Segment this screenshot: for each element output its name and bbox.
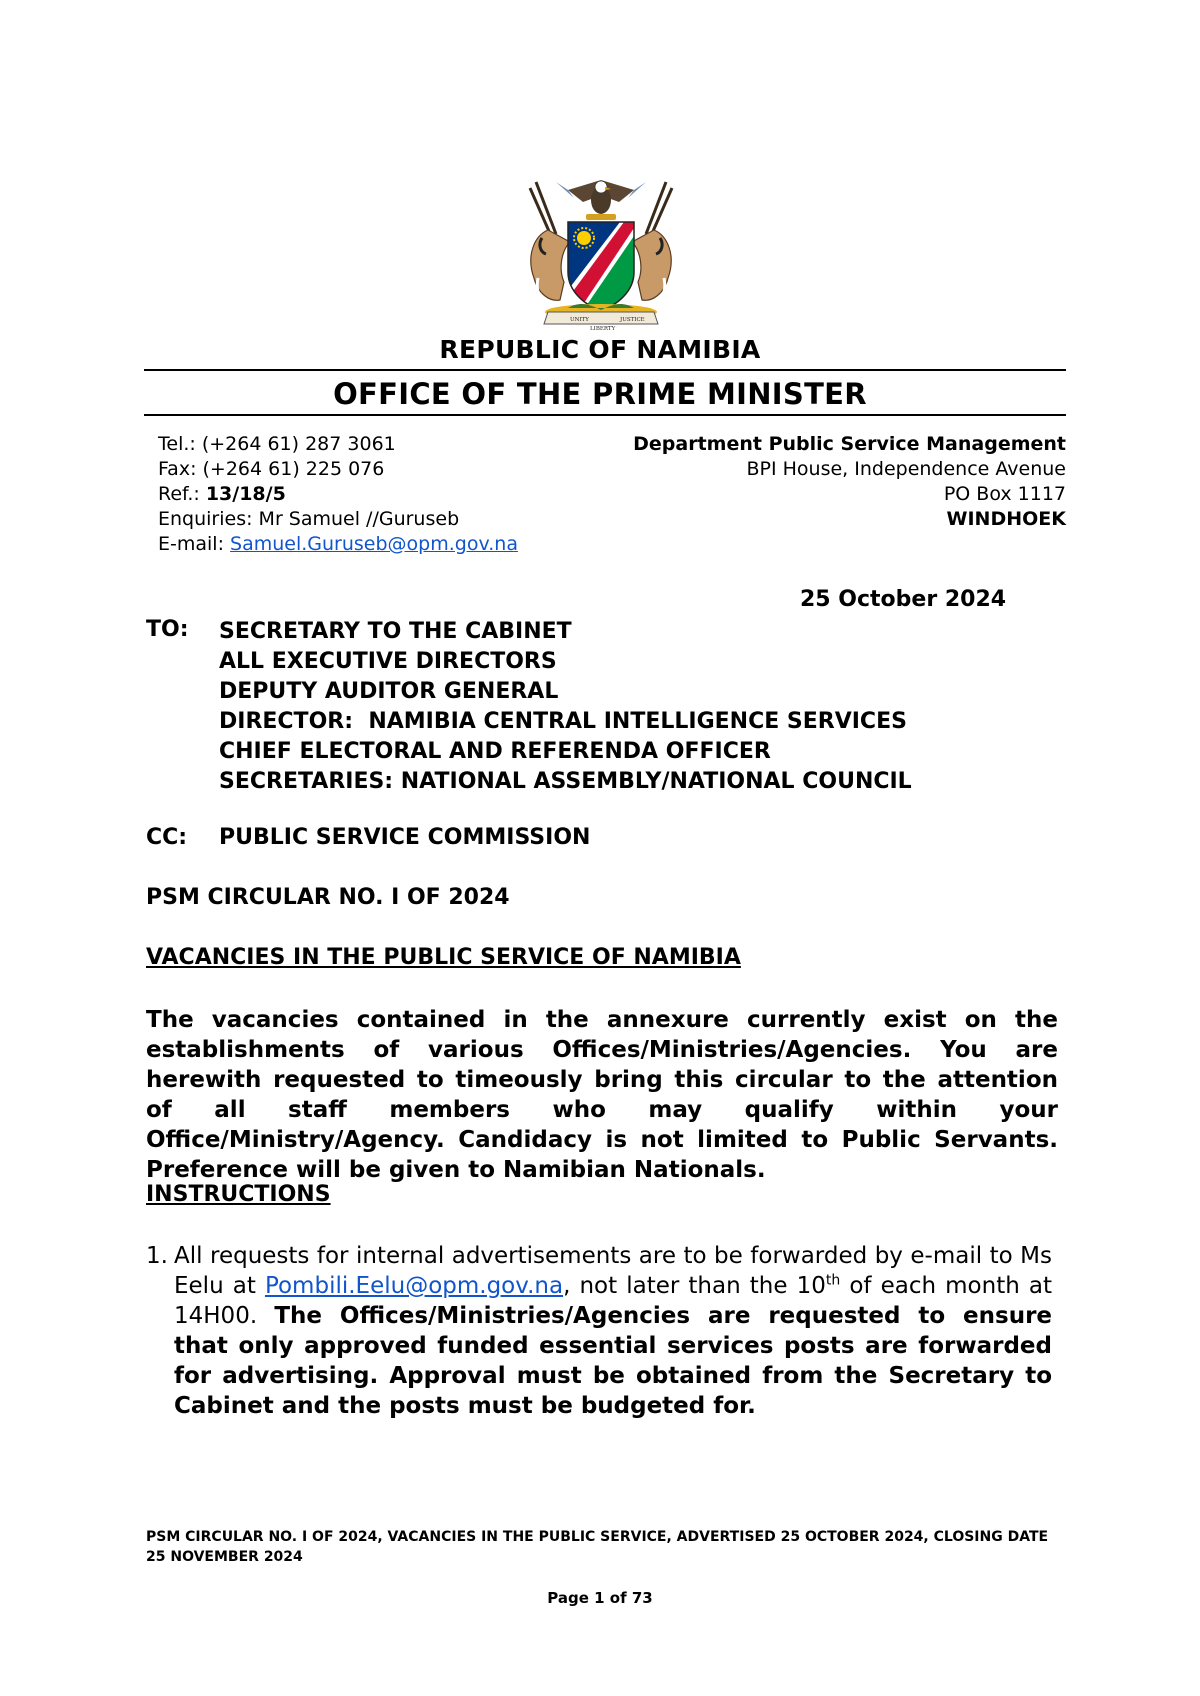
instruction-sup: th	[825, 1272, 841, 1289]
recipient-item: ALL EXECUTIVE DIRECTORS	[219, 649, 557, 674]
cc-label: CC:	[146, 825, 188, 850]
instruction-bold-text: The Offices/Ministries/Agencies are requested to ensure that only approved funded essential services posts are forwarded for advertising. Approval must be obtained from the Secretary to Cabinet and the posts must be budgeted for.	[174, 1303, 1053, 1419]
ref-line	[158, 482, 518, 507]
instruction-text-c: of each month at 14H00.	[174, 1273, 1052, 1329]
country-title: REPUBLIC OF NAMIBIA	[439, 335, 761, 364]
tel-line: Tel.: (+264 61) 287 3061	[158, 433, 396, 455]
office-title: OFFICE OF THE PRIME MINISTER	[333, 377, 867, 411]
recipient-item: SECRETARY TO THE CABINET	[219, 619, 572, 644]
cc-recipient: PUBLIC SERVICE COMMISSION	[219, 825, 591, 850]
recipient-item: DEPUTY AUDITOR GENERAL	[219, 679, 559, 704]
header-rule-top	[144, 369, 1066, 371]
letter-date: 25 October 2024	[800, 587, 1007, 612]
department-address	[633, 432, 1066, 532]
namibia-coat-of-arms-icon	[508, 172, 694, 332]
motto-justice: JUSTICE	[620, 317, 645, 323]
instruction-text-b: , not later than the 10	[563, 1273, 826, 1299]
ref-label: Ref.:	[158, 483, 206, 505]
instruction-text-a: All requests for internal advertisements are to be forwarded by e-mail to Ms Eelu at	[174, 1243, 1052, 1299]
ref-value: 13/18/5	[205, 483, 286, 505]
headdress-band	[586, 214, 616, 220]
shield	[568, 222, 634, 312]
address-line-1: BPI House, Independence Avenue	[746, 458, 1066, 480]
address-city: WINDHOEK	[946, 508, 1066, 530]
fish-eagle	[556, 180, 646, 214]
recipient-list	[219, 617, 912, 797]
department-name: Department Public Service Management	[633, 433, 1066, 455]
page-footer: PSM CIRCULAR NO. I OF 2024, VACANCIES IN THE PUBLIC SERVICE, ADVERTISED 25 OCTOBER 2024, CLOSING DATE 25 NOVEMBER 2024	[146, 1529, 1049, 1565]
motto-liberty: LIBERTY	[590, 326, 616, 332]
instruction-email-link[interactable]: Pombili.Eelu@opm.gov.na	[264, 1273, 564, 1299]
circular-number: PSM CIRCULAR NO. I OF 2024	[146, 885, 510, 910]
to-label: TO:	[146, 617, 189, 642]
instruction-item	[174, 1241, 1052, 1421]
intro-paragraph: The vacancies contained in the annexure currently exist on the establishments of various Offices/Ministries/Agencies. You are herewith requested to timeously bring this circular to the attention of all staff members who may qualify within your Office/Ministry/Agency. Candidacy is not limited to Public Servants. Preference will be given to Namibian Nationals.	[146, 1007, 1058, 1183]
oryx-left	[530, 182, 570, 300]
instruction-number: 1.	[146, 1243, 168, 1269]
recipient-item: DIRECTOR: NAMIBIA CENTRAL INTELLIGENCE SERVICES	[219, 709, 907, 734]
motto-ribbon	[544, 312, 658, 332]
page-number: Page 1 of 73	[547, 1589, 653, 1607]
motto-unity: UNITY	[570, 317, 589, 323]
coat-of-arms	[508, 172, 694, 332]
email-label: E-mail:	[158, 533, 231, 555]
recipient-item: CHIEF ELECTORAL AND REFERENDA OFFICER	[219, 739, 771, 764]
enquiries-line: Enquiries: Mr Samuel //Guruseb	[158, 508, 460, 530]
fax-line: Fax: (+264 61) 225 076	[158, 458, 385, 480]
oryx-right	[632, 182, 672, 300]
header-rule-bottom	[144, 414, 1066, 416]
address-line-2: PO Box 1117	[943, 483, 1066, 505]
contact-details	[158, 432, 518, 557]
email-line	[158, 532, 518, 557]
subject-heading: VACANCIES IN THE PUBLIC SERVICE OF NAMIBIA	[146, 945, 741, 970]
recipient-item: SECRETARIES: NATIONAL ASSEMBLY/NATIONAL COUNCIL	[219, 769, 912, 794]
contact-email-link[interactable]: Samuel.Guruseb@opm.gov.na	[230, 533, 518, 555]
instructions-heading: INSTRUCTIONS	[146, 1182, 331, 1207]
